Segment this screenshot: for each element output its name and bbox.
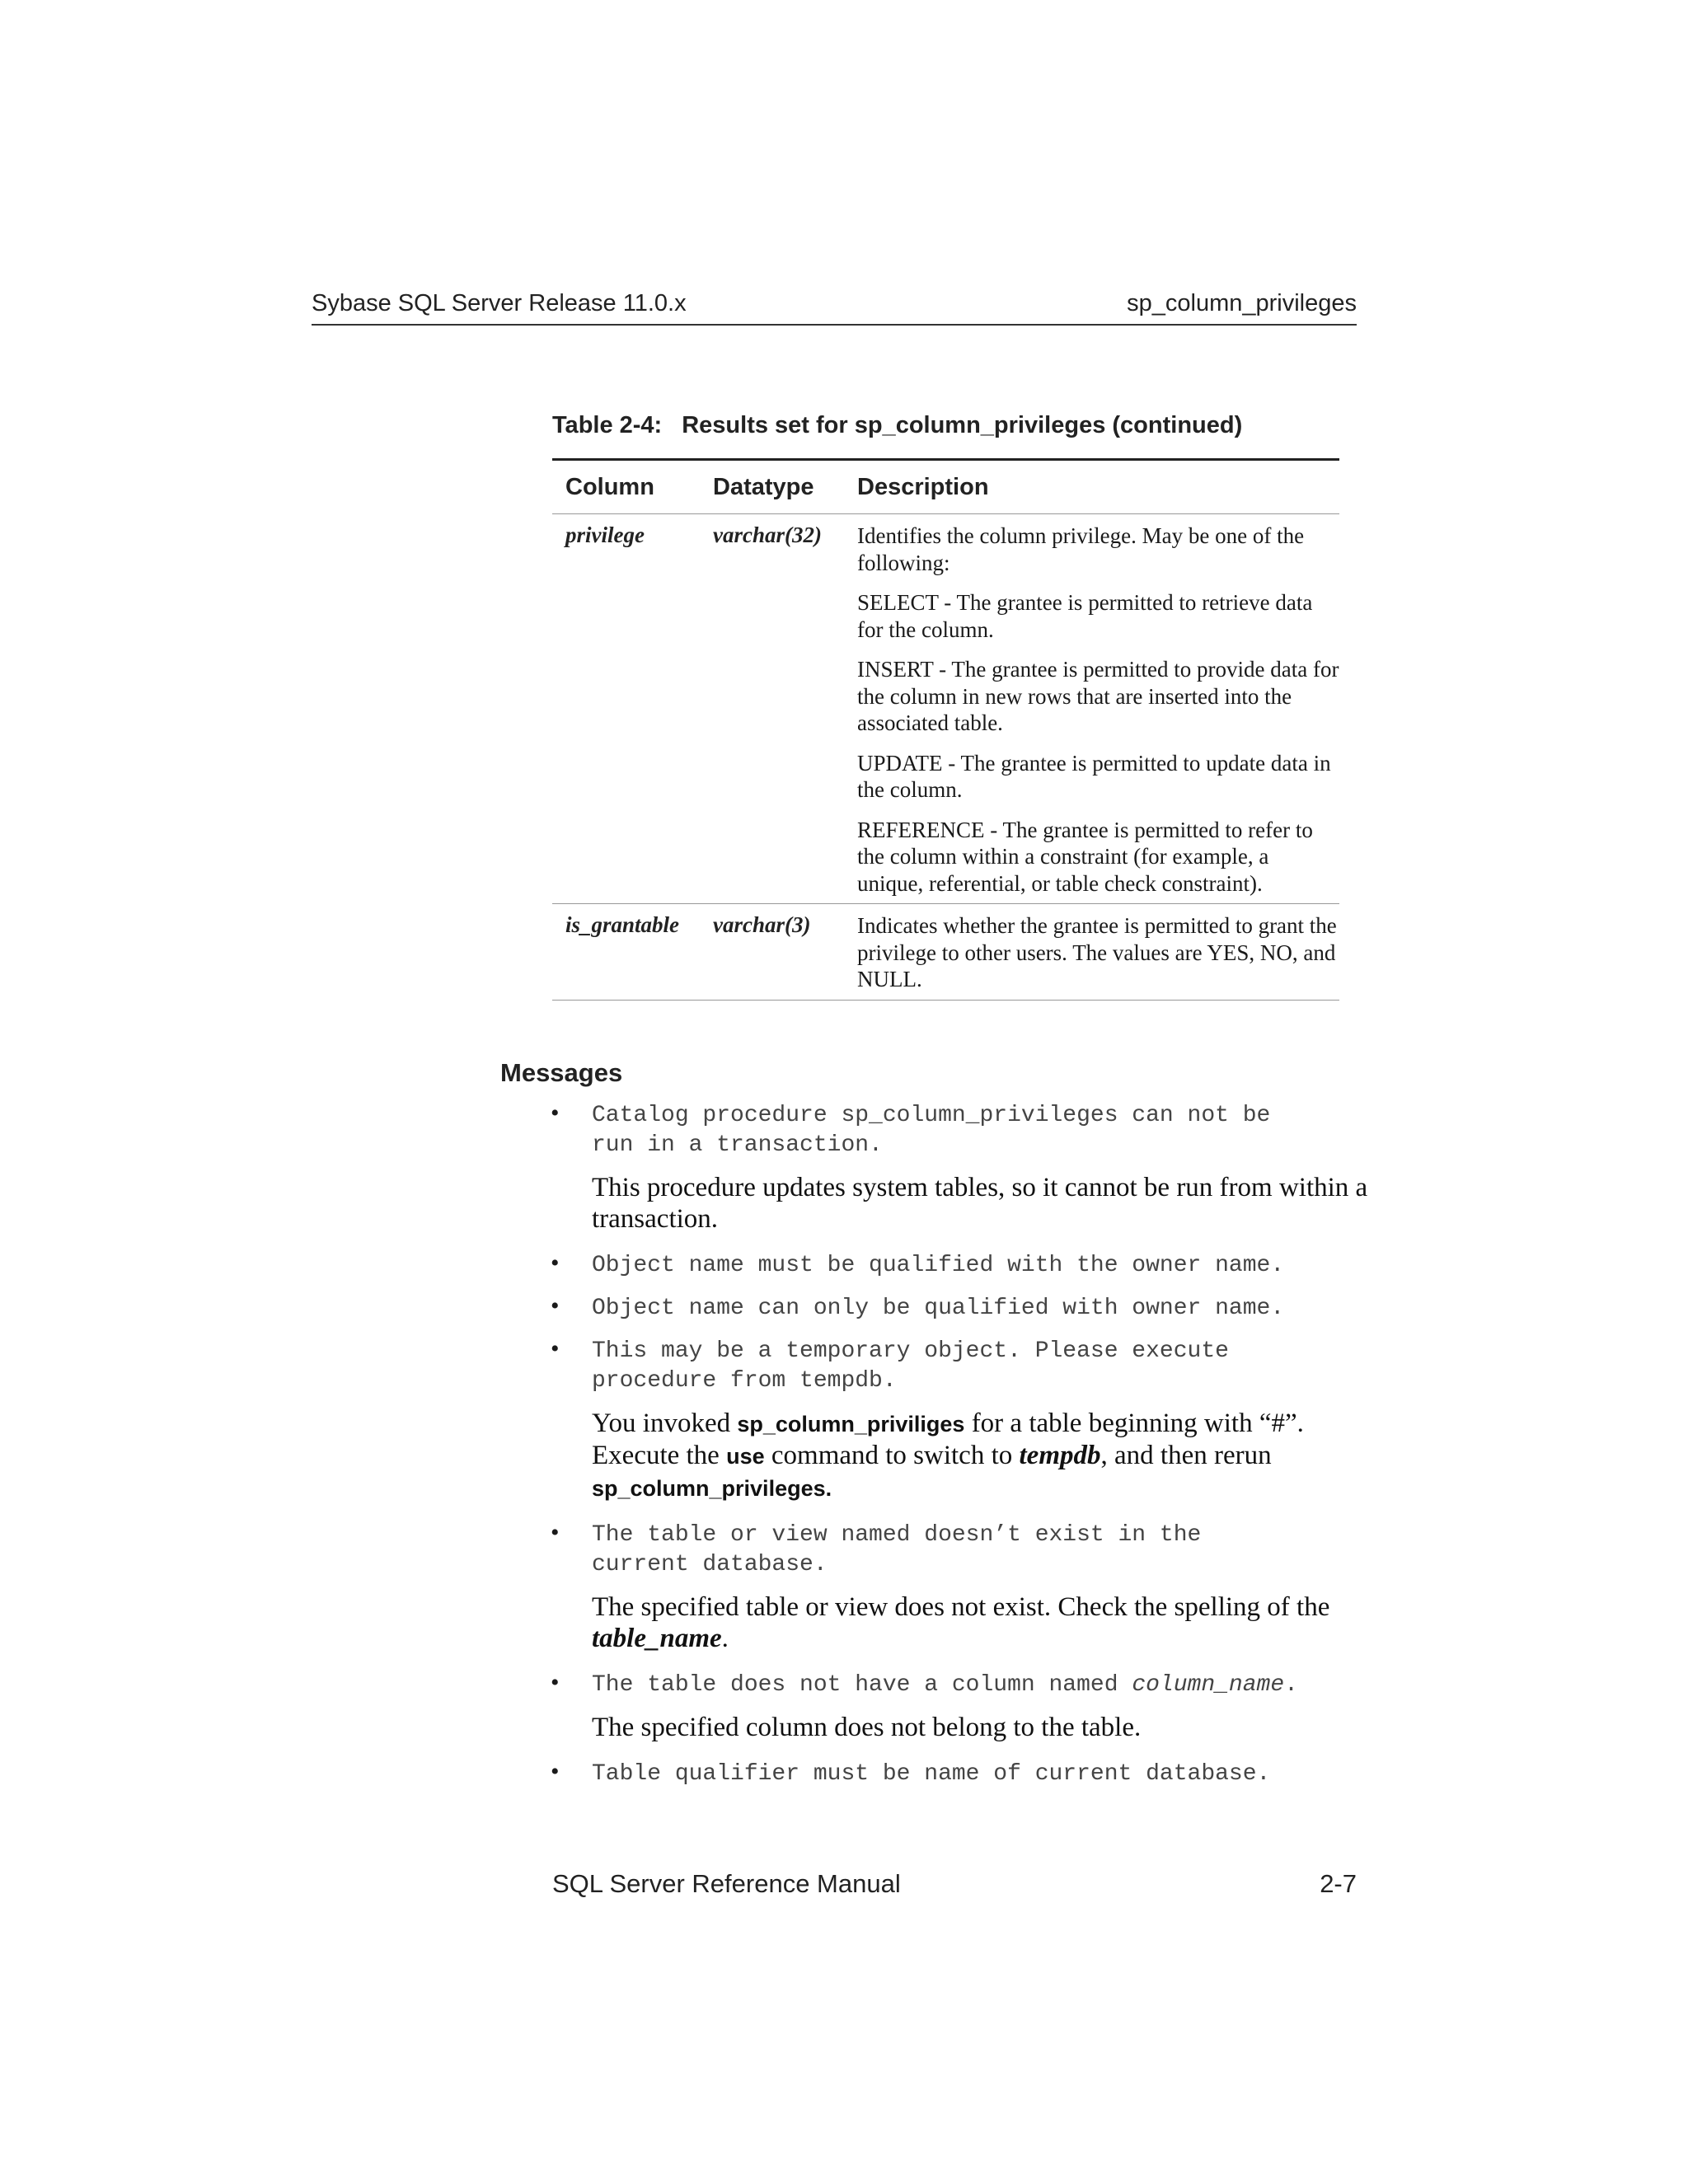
note-text: , and then rerun <box>1100 1441 1272 1470</box>
message-code-line: Catalog procedure sp_column_privileges can not be <box>592 1103 1271 1128</box>
table-header-row <box>552 461 1339 514</box>
message-item <box>551 1760 1375 1789</box>
message-code-line: current database. <box>592 1552 828 1577</box>
code-variable: column_name <box>1132 1672 1285 1698</box>
message-code-line: This may be a temporary object. Please execute <box>592 1338 1229 1364</box>
description-paragraph: Identifies the column privilege. May be one of the following: <box>857 523 1305 575</box>
description-paragraph: SELECT - The grantee is permitted to retrieve data for the column. <box>857 590 1313 642</box>
note-text: command to switch to <box>764 1441 1020 1470</box>
row-column-name: is_grantable <box>565 912 680 937</box>
command-name: sp_column_privileges. <box>592 1476 832 1501</box>
message-note: This procedure updates system tables, so it cannot be run from within a transaction. <box>592 1173 1368 1234</box>
message-code-line: Object name must be qualified with the owner name. <box>592 1253 1285 1278</box>
message-item <box>551 1251 1375 1281</box>
bullet: • <box>551 1249 560 1277</box>
row-column-name: privilege <box>565 523 645 547</box>
message-note <box>592 1591 1375 1654</box>
message-code-line: The table or view named doesn’t exist in the <box>592 1522 1202 1548</box>
bullet: • <box>551 1335 560 1362</box>
table-row <box>552 514 1339 904</box>
bullet: • <box>551 1292 560 1319</box>
table-caption-title: Results set for sp_column_privileges (continued) <box>682 412 1243 438</box>
message-code-line: procedure from tempdb. <box>592 1368 897 1394</box>
message-code <box>592 1337 1375 1396</box>
description-paragraph: UPDATE - The grantee is permitted to update data in the column. <box>857 750 1331 802</box>
table-row <box>552 904 1339 1001</box>
header-column: Column <box>565 473 654 500</box>
message-code-line: Object name can only be qualified with owner name. <box>592 1296 1285 1321</box>
footer-manual-title: SQL Server Reference Manual <box>552 1869 901 1898</box>
message-note <box>592 1408 1375 1504</box>
message-item <box>551 1337 1375 1504</box>
note-text: for a table beginning with “#”. Execute the <box>592 1408 1304 1470</box>
message-code <box>592 1101 1375 1160</box>
message-item <box>551 1671 1375 1743</box>
row-description <box>857 912 1339 993</box>
description-paragraph: INSERT - The grantee is permitted to provide data for the column in new rows that are inserted into the associated table. <box>857 657 1339 735</box>
parameter-name: table_name <box>592 1624 722 1653</box>
messages-heading: Messages <box>500 1058 623 1087</box>
running-footer <box>552 1869 1357 1899</box>
row-datatype: varchar(3) <box>713 912 811 937</box>
bullet: • <box>551 1758 560 1785</box>
row-datatype: varchar(32) <box>713 523 822 547</box>
results-table <box>552 458 1339 1001</box>
table-caption-number: Table 2-4: <box>552 412 663 438</box>
note-text: The specified table or view does not exist. Check the spelling of the <box>592 1592 1330 1622</box>
message-item <box>551 1521 1375 1654</box>
code-text: . <box>1284 1672 1298 1698</box>
description-paragraph: REFERENCE - The grantee is permitted to refer to the column within a constraint (for example, a unique, referential, or table check constraint). <box>857 817 1313 896</box>
message-code <box>592 1521 1375 1580</box>
command-name: use <box>726 1444 765 1469</box>
database-name: tempdb <box>1019 1441 1101 1470</box>
note-text: . <box>721 1624 729 1653</box>
bullet: • <box>551 1519 560 1546</box>
page-number: 2-7 <box>1320 1869 1357 1898</box>
message-note: The specified column does not belong to the table. <box>592 1713 1142 1742</box>
command-name: sp_column_priviliges <box>737 1412 965 1436</box>
running-header <box>312 290 1357 326</box>
header-datatype: Datatype <box>713 473 814 500</box>
table-caption <box>552 412 1242 439</box>
header-release: Sybase SQL Server Release 11.0.x <box>312 290 687 316</box>
header-topic: sp_column_privileges <box>1127 290 1357 316</box>
note-text: You invoked <box>592 1408 738 1438</box>
code-text: The table does not have a column named <box>592 1672 1132 1698</box>
message-item <box>551 1294 1375 1324</box>
description-paragraph: Indicates whether the grantee is permitted to grant the privilege to other users. The values are YES, NO, and NULL. <box>857 913 1337 991</box>
message-item <box>551 1101 1375 1235</box>
row-description <box>857 523 1339 897</box>
message-code-line <box>592 1671 1375 1700</box>
header-description: Description <box>857 473 989 500</box>
bullet: • <box>551 1669 560 1696</box>
message-code-line: Table qualifier must be name of current database. <box>592 1761 1271 1787</box>
messages-list <box>551 1101 1375 1789</box>
bullet: • <box>551 1099 560 1127</box>
message-code-line: run in a transaction. <box>592 1132 883 1158</box>
